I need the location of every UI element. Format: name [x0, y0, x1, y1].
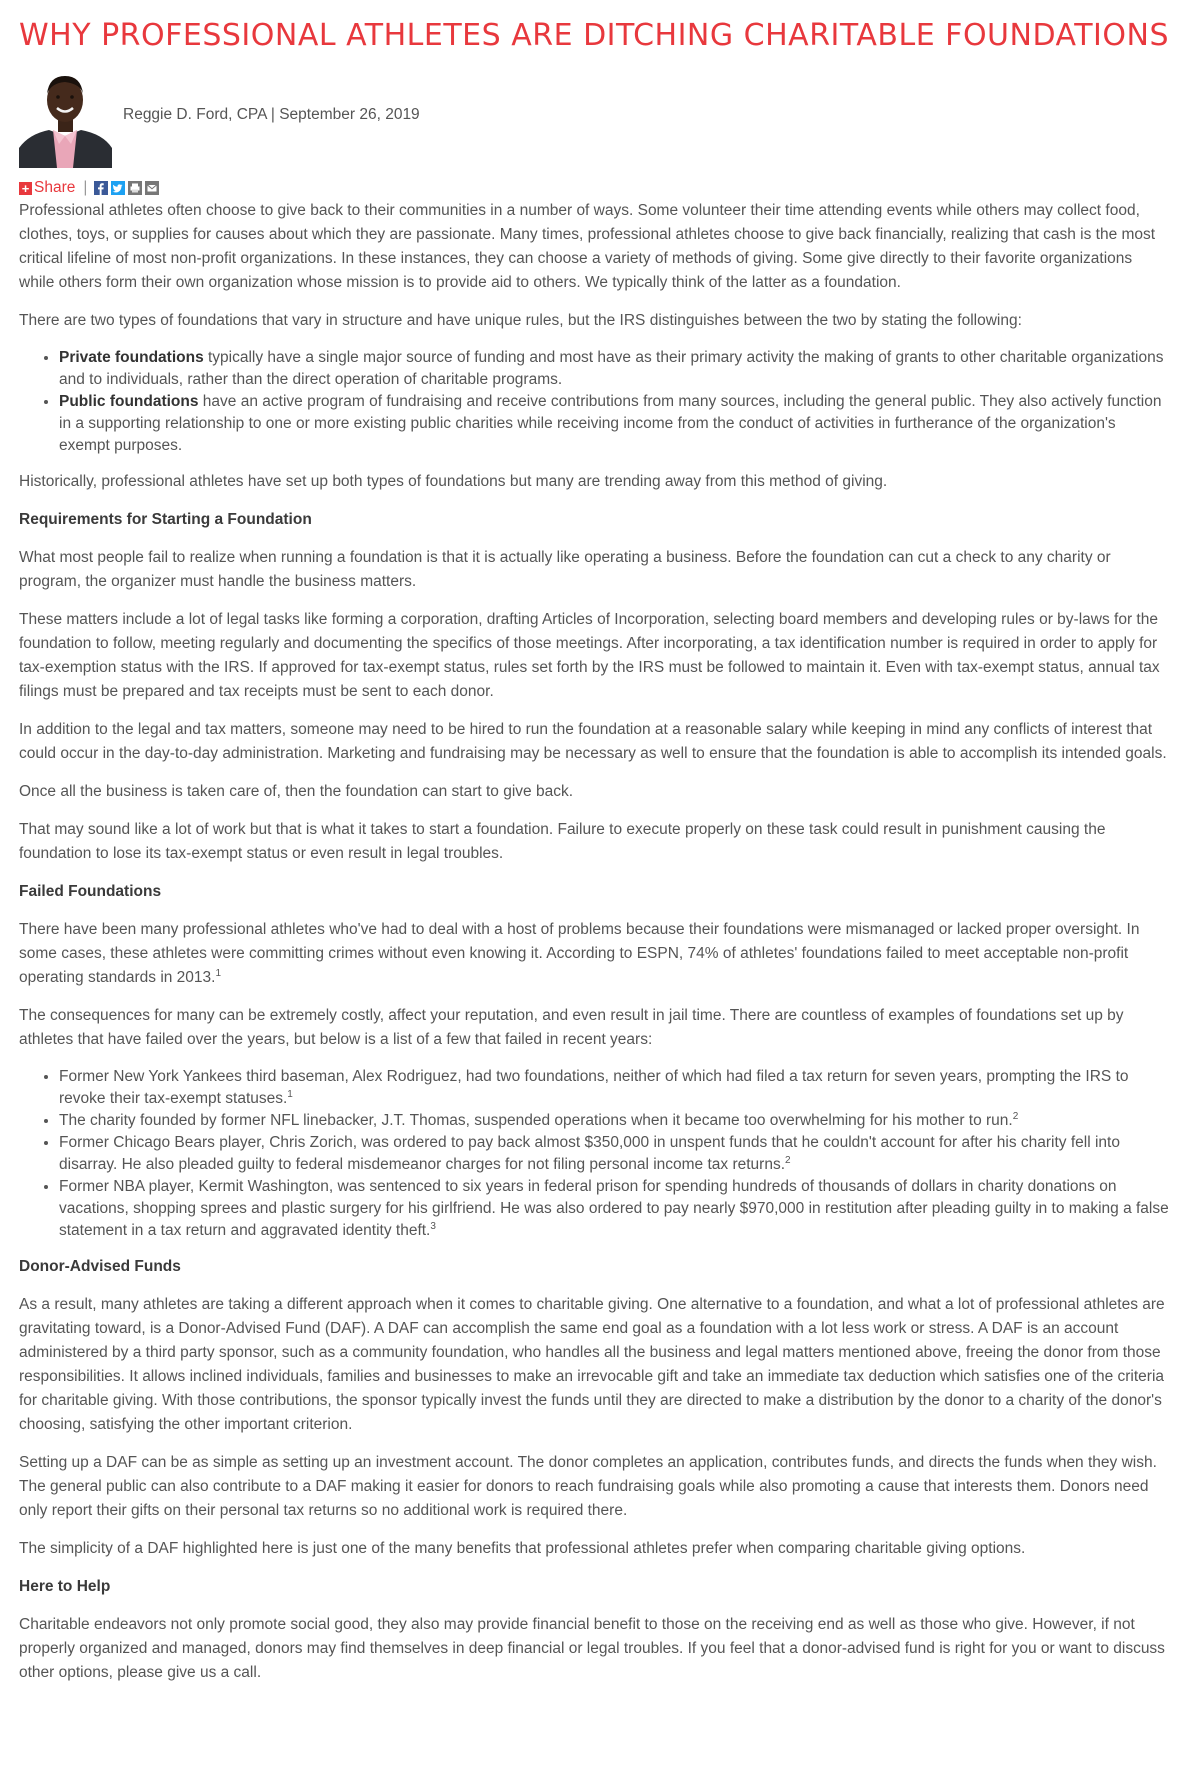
- example-text: Former New York Yankees third baseman, Alex Rodriguez, had two foundations, neither of which had filed a tax return for seven years, prompting the IRS to revoke their tax-exempt statuses.: [59, 1068, 1129, 1107]
- list-item: [59, 1110, 1169, 1132]
- list-item: [59, 1066, 1169, 1110]
- share-link[interactable]: Share: [34, 179, 76, 196]
- requirements-paragraph-2: These matters include a lot of legal tasks like forming a corporation, drafting Articles of Incorporation, selecting board members and developing rules or by-laws for the foundation to follow, meeting regularly and documenting the specifics of those meetings. After incorporating, a tax identification number is required in order to apply for tax-exemption status with the IRS. If approved for tax-exempt status, rules set forth by the IRS must be followed to maintain it. Even with tax-exempt status, annual tax filings must be prepared and tax receipts must be sent to each donor.: [19, 611, 1160, 700]
- section-heading-daf: Donor-Advised Funds: [19, 1258, 181, 1275]
- footnote-ref: 1: [215, 967, 222, 979]
- term: Private foundations: [59, 349, 204, 366]
- list-item: [59, 1132, 1169, 1176]
- author-photo: [19, 70, 112, 168]
- list-item: [59, 391, 1169, 457]
- byline: Reggie D. Ford, CPA | September 26, 2019: [123, 106, 420, 123]
- example-text: Former NBA player, Kermit Washington, was sentenced to six years in federal prison for spending hundreds of thousands of dollars in charity donations on vacations, shopping sprees and plastic surgery for his girlfriend. He was also ordered to pay nearly $970,000 in restitution after pleading guilty in to making a false statement in a tax return and aggravated identity theft.: [59, 1178, 1169, 1239]
- share-plus-icon[interactable]: +: [19, 182, 32, 195]
- failed-paragraph-1: [19, 918, 1169, 990]
- footnote-ref: 2: [1012, 1110, 1019, 1122]
- intro-paragraph-3: Historically, professional athletes have set up both types of foundations but many are trending away from this method of giving.: [19, 473, 888, 490]
- intro-paragraph-2: There are two types of foundations that vary in structure and have unique rules, but the IRS distinguishes between the two by stating the following:: [19, 312, 1022, 329]
- daf-paragraph-3: The simplicity of a DAF highlighted here is just one of the many benefits that professional athletes prefer when comparing charitable giving options.: [19, 1540, 1026, 1557]
- share-separator: |: [83, 179, 88, 196]
- foundation-types-list: [19, 347, 1169, 457]
- author-block: [19, 70, 1169, 170]
- failed-examples-list: [19, 1066, 1169, 1242]
- requirements-paragraph-3: In addition to the legal and tax matters, someone may need to be hired to run the foundation at a reasonable salary while keeping in mind any conflicts of interest that could occur in the day-to-day administration. Marketing and fundraising may be necessary as well to ensure that the foundation is able to accomplish its intended goals.: [19, 721, 1167, 762]
- requirements-paragraph-5: That may sound like a lot of work but that is what it takes to start a foundation. Failure to execute properly on these task could result in punishment causing the foundation to lose its tax-exempt status or even result in legal troubles.: [19, 821, 1106, 862]
- author-photo-image: [19, 70, 112, 168]
- example-text: Former Chicago Bears player, Chris Zorich, was ordered to pay back almost $350,000 in unspent funds that he couldn't account for after his charity fell into disarray. He also pleaded guilty to federal misdemeanor charges for not filing personal income tax returns.: [59, 1134, 1120, 1173]
- share-bar: [19, 177, 1169, 199]
- footnote-ref: 1: [287, 1088, 293, 1100]
- print-icon[interactable]: [128, 181, 142, 195]
- article: [19, 18, 1169, 1699]
- footnote-ref: 3: [430, 1220, 436, 1232]
- section-heading-failed: Failed Foundations: [19, 883, 162, 900]
- daf-paragraph-1: As a result, many athletes are taking a different approach when it comes to charitable giving. One alternative to a foundation, and what a lot of professional athletes are gravitating toward, is a Donor-Advised Fund (DAF). A DAF can accomplish the same end goal as a foundation with a lot less work or stress. A DAF is an account administered by a third party sponsor, such as a community foundation, who handles all the business and legal matters mentioned above, freeing the donor from those responsibilities. It allows inclined individuals, families and businesses to make an irrevocable gift and take an immediate tax deduction which satisfies one of the criteria for charitable giving. With those contributions, the sponsor typically invest the funds until they are directed to make a distribution by the donor to a charity of the donor's choosing, satisfying the other important criterion.: [19, 1296, 1165, 1433]
- list-item: [59, 1176, 1169, 1242]
- twitter-icon[interactable]: [111, 181, 125, 195]
- failed-paragraph-2: The consequences for many can be extremely costly, affect your reputation, and even result in jail time. There are countless of examples of foundations set up by athletes that have failed over the years, but below is a list of a few that failed in recent years:: [19, 1007, 1124, 1048]
- term: Public foundations: [59, 393, 199, 410]
- section-heading-help: Here to Help: [19, 1578, 111, 1595]
- email-icon[interactable]: [145, 181, 159, 195]
- list-item: [59, 347, 1169, 391]
- example-text: The charity founded by former NFL linebacker, J.T. Thomas, suspended operations when it became too overwhelming for his mother to run.: [59, 1112, 1013, 1129]
- daf-paragraph-2: Setting up a DAF can be as simple as setting up an investment account. The donor completes an application, contributes funds, and directs the funds when they wish. The general public can also contribute to a DAF making it easier for donors to reach fundraising goals while also promoting a cause that interests them. Donors need only report their gifts on their personal tax returns so no additional work is required there.: [19, 1454, 1157, 1519]
- article-title: WHY PROFESSIONAL ATHLETES ARE DITCHING CHARITABLE FOUNDATIONS: [19, 18, 1169, 53]
- requirements-paragraph-4: Once all the business is taken care of, then the foundation can start to give back.: [19, 783, 574, 800]
- intro-paragraph-1: Professional athletes often choose to give back to their communities in a number of ways. Some volunteer their time attending events while others may collect food, clothes, toys, or supplies for causes about which they are passionate. Many times, professional athletes choose to give back financially, realizing that cash is the most critical lifeline of most non-profit organizations. In these instances, they can choose a variety of methods of giving. Some give directly to their favorite organizations while others form their own organization whose mission is to provide aid to others. We typically think of the latter as a foundation.: [19, 202, 1156, 291]
- facebook-icon[interactable]: [94, 181, 108, 195]
- definition: typically have a single major source of funding and most have as their primary activity the making of grants to other charitable organizations and to individuals, rather than the direct operation of charitable programs.: [59, 349, 1164, 388]
- help-paragraph-1: Charitable endeavors not only promote social good, they also may provide financial benefit to those on the receiving end as well as those who give. However, if not properly organized and managed, donors may find themselves in deep financial or legal troubles. If you feel that a donor-advised fund is right for you or want to discuss other options, please give us a call.: [19, 1616, 1165, 1681]
- article-body: [19, 199, 1169, 1685]
- section-heading-requirements: Requirements for Starting a Foundation: [19, 511, 312, 528]
- definition: have an active program of fundraising and receive contributions from many sources, including the general public. They also actively function in a supporting relationship to one or more existing public charities while receiving income from the conduct of activities in furtherance of the organization's exempt purposes.: [59, 393, 1162, 454]
- requirements-paragraph-1: What most people fail to realize when running a foundation is that it is actually like operating a business. Before the foundation can cut a check to any charity or program, the organizer must handle the business matters.: [19, 549, 1111, 590]
- failed-paragraph-1-text: There have been many professional athletes who've had to deal with a host of problems because their foundations were mismanaged or lacked proper oversight. In some cases, these athletes were committing crimes without even knowing it. According to ESPN, 74% of athletes' foundations failed to meet acceptable non-profit operating standards in 2013.: [19, 921, 1140, 986]
- footnote-ref: 2: [785, 1154, 791, 1166]
